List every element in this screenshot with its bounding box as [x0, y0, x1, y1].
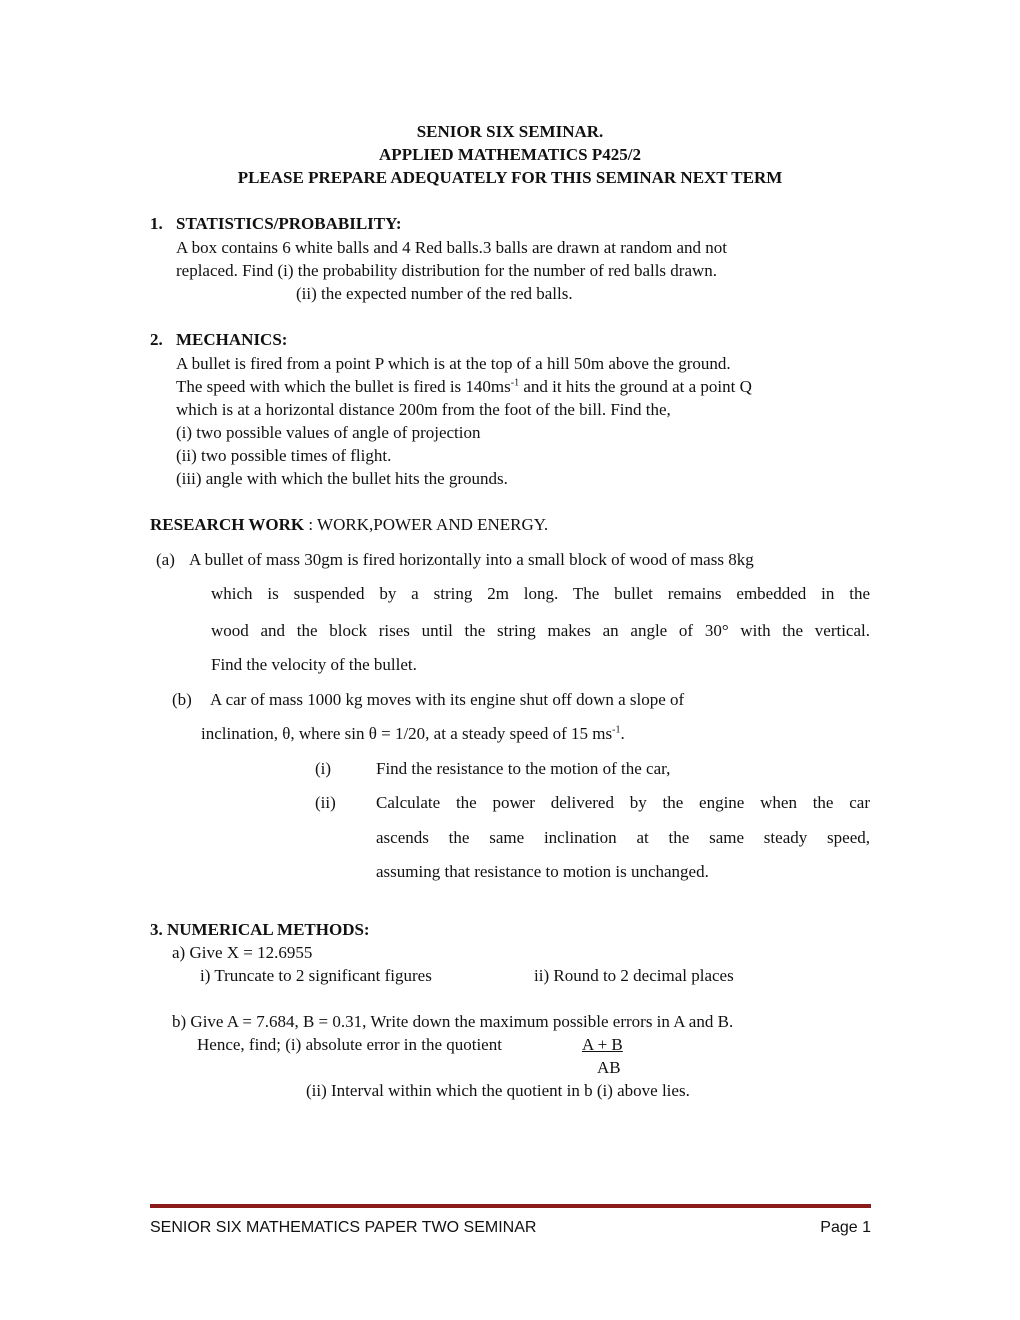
- q2-part-ii: (ii) two possible times of flight.: [176, 446, 392, 465]
- q1-line-3: (ii) the expected number of the red balls.: [296, 284, 573, 303]
- q2-title: MECHANICS:: [176, 330, 288, 349]
- q3-a-line-1: a) Give X = 12.6955: [172, 943, 313, 962]
- q3-b-line-2: Hence, find; (i) absolute error in the quotient: [197, 1035, 502, 1054]
- q3-b-line-1: b) Give A = 7.684, B = 0.31, Write down the maximum possible errors in A and B.: [172, 1012, 734, 1031]
- quotient-numerator: A + B: [582, 1035, 623, 1054]
- q1-number: 1.: [150, 214, 163, 233]
- research-b-ii-line-1: Calculate the power delivered by the engine when the car: [376, 793, 870, 812]
- research-a-line-2: which is suspended by a string 2m long. The bullet remains embedded in the: [211, 584, 870, 603]
- research-b-ii-line-2: ascends the same inclination at the same steady speed,: [376, 828, 870, 847]
- q2-part-i: (i) two possible values of angle of projection: [176, 423, 481, 442]
- research-b-label: (b): [172, 690, 192, 709]
- q2-number: 2.: [150, 330, 163, 349]
- research-b-line-1: A car of mass 1000 kg moves with its engine shut off down a slope of: [210, 690, 685, 709]
- q2-line-2: The speed with which the bullet is fired is $140ms^{-1}$ and it hits the ground at a point Q: [176, 377, 752, 396]
- research-b-line-2: inclination, θ, where sin θ = 1/20, at a steady speed of 15 $ms^{-1}$.: [201, 724, 625, 743]
- research-a-line-1: A bullet of mass 30gm is fired horizontally into a small block of wood of mass 8kg: [189, 550, 754, 569]
- q1-line-1: A box contains 6 white balls and 4 Red balls.3 balls are drawn at random and not: [176, 238, 727, 257]
- research-heading: RESEARCH WORK : WORK,POWER AND ENERGY.: [150, 515, 549, 534]
- q3-b-line-3: (ii) Interval within which the quotient in b (i) above lies.: [306, 1081, 690, 1100]
- research-a-line-3: wood and the block rises until the string makes an angle of 30° with the vertical.: [211, 621, 870, 640]
- research-a-label: (a): [156, 550, 175, 569]
- q3-a-ii: ii) Round to 2 decimal places: [534, 966, 734, 985]
- q2-line-3: which is at a horizontal distance 200m from the foot of the bill. Find the,: [176, 400, 671, 419]
- quotient-denominator: AB: [597, 1058, 621, 1077]
- research-b-ii-label: (ii): [315, 793, 336, 812]
- footer-rule: [150, 1204, 871, 1208]
- q2-part-iii: (iii) angle with which the bullet hits the grounds.: [176, 469, 508, 488]
- title-line-3: PLEASE PREPARE ADEQUATELY FOR THIS SEMINAR NEXT TERM: [237, 168, 783, 187]
- q1-title: STATISTICS/PROBABILITY:: [176, 214, 402, 233]
- research-b-ii-line-3: assuming that resistance to motion is unchanged.: [376, 862, 709, 881]
- research-b-i-text: Find the resistance to the motion of the car,: [376, 759, 671, 778]
- q2-line-1: A bullet is fired from a point P which is at the top of a hill 50m above the ground.: [176, 354, 731, 373]
- page-number: Page 1: [820, 1219, 871, 1236]
- q1-line-2: replaced. Find (i) the probability distribution for the number of red balls drawn.: [176, 261, 718, 280]
- title-line-2: APPLIED MATHEMATICS P425/2: [379, 145, 641, 164]
- footer-title: SENIOR SIX MATHEMATICS PAPER TWO SEMINAR: [150, 1219, 537, 1236]
- q3-title: 3. NUMERICAL METHODS:: [150, 920, 370, 939]
- q3-a-i: i) Truncate to 2 significant figures: [200, 966, 432, 985]
- title-line-1: SENIOR SIX SEMINAR.: [416, 122, 604, 141]
- research-a-line-4: Find the velocity of the bullet.: [211, 655, 417, 674]
- research-b-i-label: (i): [315, 759, 332, 778]
